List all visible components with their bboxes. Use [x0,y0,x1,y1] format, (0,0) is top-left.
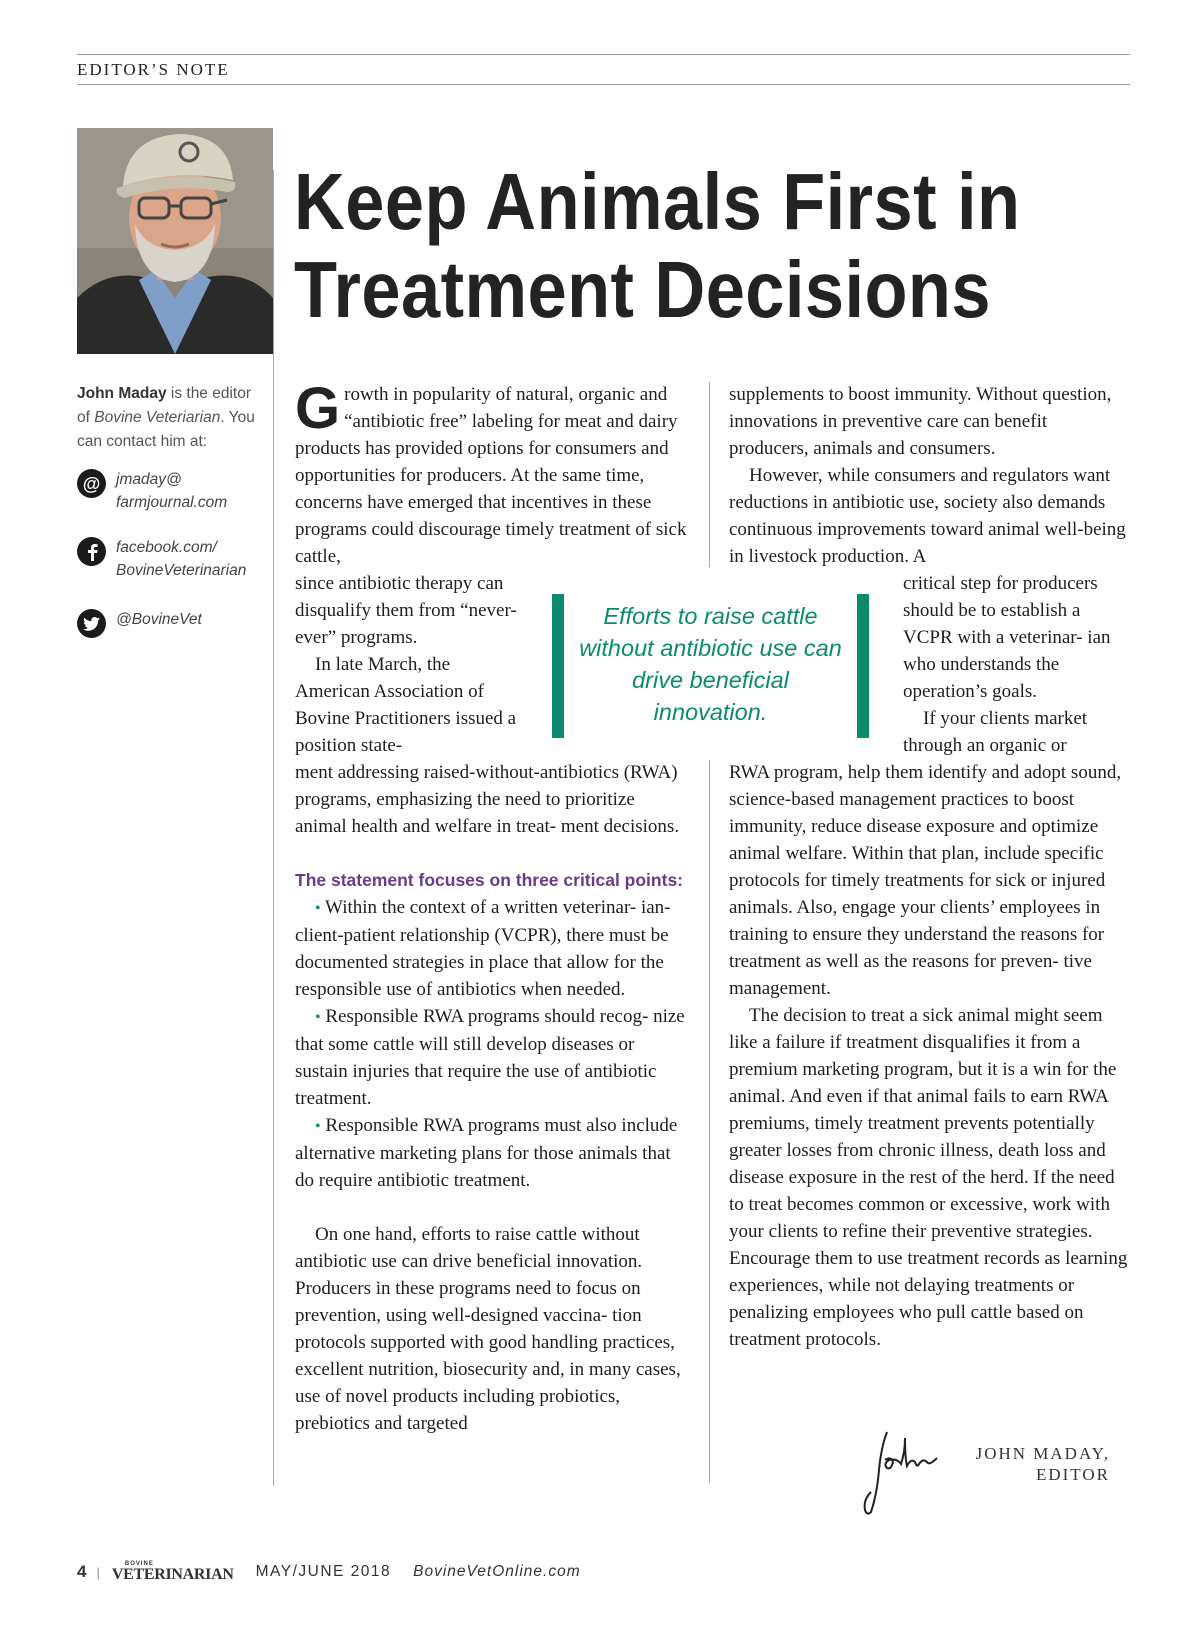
column-1-bottom [295,759,690,1437]
facebook-link-line2[interactable]: BovineVeterinarian [116,562,247,579]
pull-quote-text: Efforts to raise cattle without antibiotic use can drive beneficial innovation. [579,603,842,725]
column-1-top [295,376,690,570]
paragraph-intro: rowth in popularity of natural, organic and “antibiotic free” labeling for meat and dairy products has provided options for consumers and opportunities for producers. At the same time, concerns have emerged that incentives in these programs could discourage timely treatment of sick cattle, [295,384,687,567]
bullet-dot-icon: • [315,1009,321,1026]
bullet-item: • Within the context of a written veterinar- ian-client-patient relationship (VCPR), there must be documented strategies in place that allow for the responsible use of antibiotics when needed. [295,897,671,1000]
paragraph-supplements: supplements to boost immunity. Without question, innovations in preventive care can benefit producers, animals and consumers. [729,384,1112,459]
publication-name: Bovine Veteriarian [94,409,221,426]
drop-cap: G [295,376,341,441]
paragraph-society: However, while consumers and regulators want reductions in antibiotic use, society also demands continuous improvements toward animal well-being in livestock production. A [729,465,1126,567]
paragraph-vcpr: critical step for producers should be to establish a VCPR with a veterinar- ian who understands the operation’s goals. [903,573,1111,702]
footer-separator: | [96,1564,100,1580]
email-icon: @ [77,469,106,498]
sign-off [960,1443,1110,1485]
issue-date: MAY/JUNE 2018 [255,1563,392,1580]
footer [77,1560,581,1584]
page-number: 4 [77,1562,87,1581]
bullet-item: • Responsible RWA programs should recog- nize that some cattle will still develop diseases or sustain injuries that require the use of antibiotic treatment. [295,1006,685,1109]
sidebar-divider [273,170,274,1486]
paragraph-clients-end: RWA program, help them identify and adopt sound, science-based management practices to boost immunity, reduce disease exposure and optimize animal welfare. Within that plan, include specific protocols for timely treatments for sick or injured animals. Also, engage your clients’ employees in training to ensure they understand the reasons for treatment as well as the reasons for preven- tive management. [729,762,1122,999]
facebook-icon [77,537,106,566]
pull-quote-bar-left [552,594,564,738]
email-link-line2[interactable]: farmjournal.com [116,494,228,511]
author-name: John Maday [77,385,167,402]
header-rule-bottom [77,84,1130,85]
bullet-dot-icon: • [315,900,321,917]
contact-twitter [77,608,273,638]
signature [857,1428,957,1518]
column-2-wrap [903,570,1129,759]
twitter-icon [77,609,106,638]
twitter-handle[interactable]: @BovineVet [116,611,202,628]
column-2-bottom [729,759,1129,1353]
bio-text: is the editor of [77,385,252,426]
column-divider [709,760,710,1483]
subhead: The statement focuses on three critical points: [295,870,683,890]
contact-facebook [77,536,273,582]
bullet-item: • Responsible RWA programs must also include alternative marketing plans for those animals that do require antibiotic treatment. [295,1115,678,1191]
author-photo [77,128,273,354]
pull-quote-bar-right [857,594,869,738]
column-1-wrap [295,570,523,759]
bullet-dot-icon: • [315,1118,321,1135]
logo-small-text: BOVINE [124,1561,154,1567]
paragraph-innovation: On one hand, efforts to raise cattle without antibiotic use can drive beneficial innovation. Producers in these programs need to focus on prevention, using well-designed vaccina- tion protocols supported with good handling practices, excellent nutrition, biosecurity and, in many cases, use of novel products including probiotics, prebiotics and targeted [295,1224,681,1434]
paragraph-aabp-end: ment addressing raised-without-antibiotics (RWA) programs, emphasizing the need to prioritize animal health and welfare in treat- ment decisions. [295,762,680,837]
article-title: Keep Animals First in Treatment Decisions [294,157,1021,334]
section-label: EDITOR’S NOTE [77,60,230,79]
email-link-line1[interactable]: jmaday@ [116,471,182,488]
bio-text-contact: . You can contact him at: [77,409,255,450]
column-divider [709,382,710,567]
sign-off-name: JOHN MADAY, [975,1444,1110,1463]
column-2-top [729,381,1129,570]
contact-email [77,468,273,514]
sign-off-title: EDITOR [1035,1465,1110,1484]
facebook-link-line1[interactable]: facebook.com/ [116,539,217,556]
paragraph-intro-end: since antibiotic therapy can disqualify them from “never-ever” programs. [295,573,517,648]
paragraph-aabp-start: In late March, the American Association of Bovine Practitioners issued a position state- [295,654,517,756]
author-bio [77,382,267,454]
paragraph-clients-start: If your clients market through an organic or [903,708,1088,756]
logo-big-text: VETERINARIAN [111,1566,234,1583]
magazine-logo [112,1561,234,1583]
website-url[interactable]: BovineVetOnline.com [413,1563,581,1580]
paragraph-decision: The decision to treat a sick animal might seem like a failure if treatment disqualifies it from a premium marketing program, but it is a win for the animal. And even if that animal fails to earn RWA premiums, timely treatment prevents potentially greater losses from chronic illness, death loss and disease exposure in the rest of the herd. If the need to treat becomes common or excessive, work with your clients to refine their preventive strategies. Encourage them to use treatment records as learning experiences, while not delaying treatments or penalizing employees who pull cattle based on treatment protocols. [729,1005,1128,1350]
pull-quote [552,594,869,738]
header-rule-top [77,54,1130,55]
